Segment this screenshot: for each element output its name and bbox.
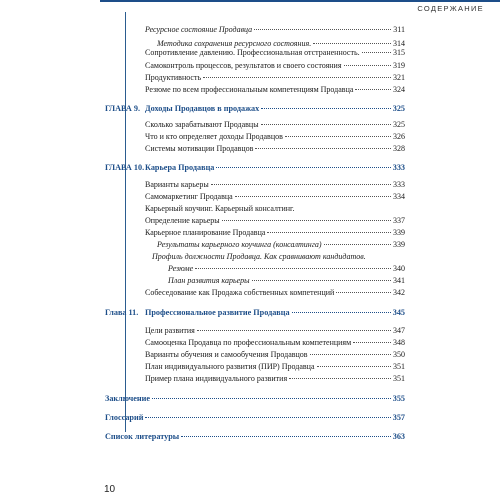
toc-chapter-11[interactable]: Глава 11. Профессиональное развитие Продавца 345 <box>105 308 405 317</box>
toc-glossary[interactable]: Глоссарий 357 <box>105 413 405 422</box>
toc-entry[interactable]: Варианты карьеры 333 <box>145 180 405 189</box>
toc-entry[interactable]: Резюме по всем профессиональным компетенциям Продавца 324 <box>145 85 405 94</box>
toc-entry[interactable]: Сколько зарабатывают Продавцы 325 <box>145 120 405 129</box>
toc-entry[interactable]: Карьерное планирование Продавца 339 <box>145 228 405 237</box>
toc-entry[interactable]: План индивидуального развития (ПИР) Продавца 351 <box>145 362 405 371</box>
toc-entry[interactable]: Профиль должности Продавца. Как сравнивают кандидатов. <box>152 252 366 261</box>
toc-entry[interactable]: Карьерный коучинг. Карьерный консалтинг. <box>145 204 295 213</box>
running-header: СОДЕРЖАНИЕ <box>417 4 484 13</box>
toc-entry[interactable]: Пример плана индивидуального развития 351 <box>145 374 405 383</box>
toc-entry[interactable]: Продуктивность 321 <box>145 73 405 82</box>
toc-bibliography[interactable]: Список литературы 363 <box>105 432 405 441</box>
toc-entry[interactable]: Резюме 340 <box>168 264 405 273</box>
toc-entry[interactable]: Самооценка Продавца по профессиональным компетенциям 348 <box>145 338 405 347</box>
toc-chapter-9[interactable]: ГЛАВА 9. Доходы Продавцов в продажах 325 <box>105 104 405 113</box>
toc-entry[interactable]: План развития карьеры 341 <box>168 276 405 285</box>
toc-entry[interactable]: Цели развития 347 <box>145 326 405 335</box>
toc-entry[interactable]: Результаты карьерного коучинга (консалтинга) 339 <box>157 240 405 249</box>
toc-entry[interactable]: Системы мотивации Продавцов 328 <box>145 144 405 153</box>
toc-entry[interactable]: Сопротивление давлению. Профессиональная отстраненность. 315 <box>145 48 405 57</box>
toc-entry[interactable]: Методика сохранения ресурсного состояния. 314 <box>157 39 405 48</box>
toc-entry[interactable]: Варианты обучения и самообучения Продавцов 350 <box>145 350 405 359</box>
toc-entry[interactable]: Ресурсное состояние Продавца 311 <box>145 25 405 34</box>
page-number: 10 <box>104 484 116 495</box>
toc-entry[interactable]: Что и кто определяет доходы Продавцов 326 <box>145 132 405 141</box>
toc-entry[interactable]: Определение карьеры 337 <box>145 216 405 225</box>
toc-entry[interactable]: Самоконтроль процессов, результатов и своего состояния 319 <box>145 61 405 70</box>
toc-chapter-10[interactable]: ГЛАВА 10.Карьера Продавца 333 <box>105 163 405 172</box>
toc-entry[interactable]: Самомаркетинг Продавца 334 <box>145 192 405 201</box>
toc-entry[interactable]: Собеседование как Продажа собственных компетенций 342 <box>145 288 405 297</box>
toc-conclusion[interactable]: Заключение 355 <box>105 394 405 403</box>
